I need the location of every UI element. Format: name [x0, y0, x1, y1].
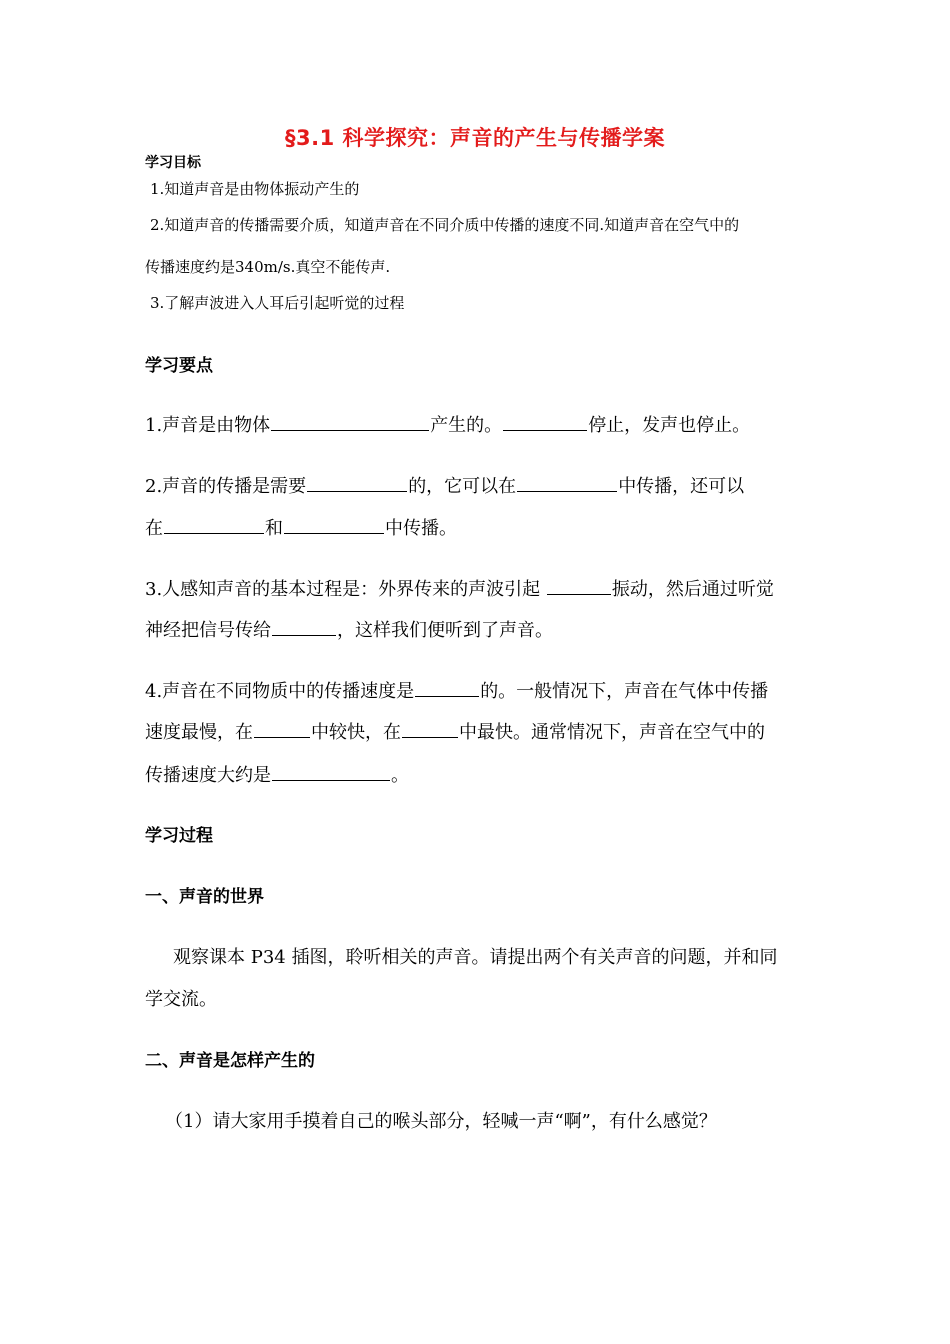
key-points-heading: 学习要点	[145, 356, 213, 376]
answer-blank[interactable]	[547, 576, 611, 595]
question-2-line-1	[145, 472, 744, 498]
question-2-text-d: 在	[145, 518, 163, 539]
question-2-text-a: 2.声音的传播是需要	[145, 476, 307, 497]
objective-item-2: 2.知道声音的传播需要介质，知道声音在不同介质中传播的速度不同.知道声音在空气中的	[150, 216, 740, 234]
question-4-text-d: 中较快，在	[311, 722, 401, 743]
question-2-text-c: 中传播，还可以	[618, 476, 745, 497]
question-1-text-c: 停止，发声也停止。	[588, 415, 751, 436]
answer-blank[interactable]	[307, 473, 407, 492]
question-3-line-2	[145, 616, 553, 642]
question-3-text-b: 振动，然后通过听觉	[611, 579, 774, 600]
answer-blank[interactable]	[271, 412, 429, 431]
answer-blank[interactable]	[415, 678, 479, 697]
question-3-text-a: 3.人感知声音的基本过程是：外界传来的声波引起	[145, 579, 546, 600]
section-2-question-1: （1）请大家用手摸着自己的喉头部分，轻喊一声“啊”，有什么感觉？	[165, 1111, 717, 1132]
objective-item-1: 1.知道声音是由物体振动产生的	[150, 180, 360, 198]
objective-item-2-continued: 传播速度约是340m/s.真空不能传声.	[145, 258, 391, 276]
question-4-line-1	[145, 677, 768, 703]
question-3-text-c: 神经把信号传给	[145, 620, 271, 641]
objectives-heading: 学习目标	[145, 155, 201, 171]
question-4-line-2	[145, 718, 765, 744]
question-4-text-a: 4.声音在不同物质中的传播速度是	[145, 681, 415, 702]
question-2-text-b: 的，它可以在	[408, 476, 517, 497]
section-1-heading: 一、声音的世界	[145, 887, 264, 907]
question-4-text-b: 的。一般情况下，声音在气体中传播	[480, 681, 769, 702]
answer-blank[interactable]	[272, 617, 336, 636]
answer-blank[interactable]	[503, 412, 587, 431]
answer-blank[interactable]	[272, 762, 390, 781]
answer-blank[interactable]	[402, 719, 458, 738]
document-title: §3.1 科学探究：声音的产生与传播学案	[284, 126, 665, 150]
answer-blank[interactable]	[254, 719, 310, 738]
objective-item-3: 3.了解声波进入人耳后引起听觉的过程	[150, 294, 405, 312]
question-4-text-g: 。	[391, 765, 409, 786]
question-1-text-b: 产生的。	[430, 415, 503, 436]
answer-blank[interactable]	[517, 473, 617, 492]
question-3-line-1	[145, 575, 774, 601]
section-1-text-line-1: 观察课本 P34 插图，聆听相关的声音。请提出两个有关声音的问题，并和同	[173, 947, 778, 968]
answer-blank[interactable]	[164, 515, 264, 534]
section-2-heading: 二、声音是怎样产生的	[145, 1051, 315, 1071]
question-1	[145, 411, 750, 437]
question-3-text-d: ，这样我们便听到了声音。	[337, 620, 553, 641]
answer-blank[interactable]	[284, 515, 384, 534]
process-heading: 学习过程	[145, 826, 213, 846]
question-4-text-c: 速度最慢，在	[145, 722, 253, 743]
question-1-text-a: 1.声音是由物体	[145, 415, 271, 436]
question-2-text-f: 中传播。	[385, 518, 457, 539]
question-2-text-e: 和	[265, 518, 283, 539]
question-2-line-2	[145, 514, 457, 540]
question-4-line-3	[145, 761, 409, 787]
question-4-text-f: 传播速度大约是	[145, 765, 271, 786]
section-1-text-line-2: 学交流。	[145, 989, 217, 1010]
question-4-text-e: 中最快。通常情况下，声音在空气中的	[459, 722, 765, 743]
